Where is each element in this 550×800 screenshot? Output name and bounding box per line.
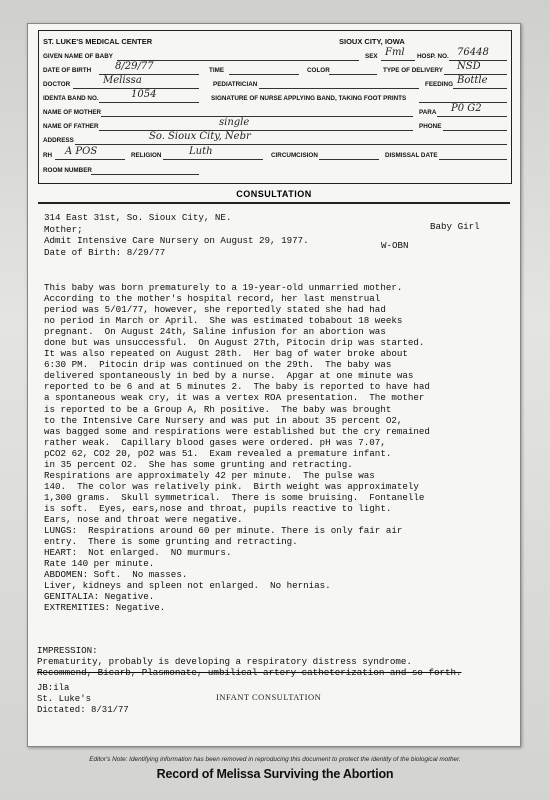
dictated-date: Dictated: 8/31/77 [37, 705, 129, 715]
body-line: 1,300 grams. Skull symmetrical. There is some bruising. Fontanelle [44, 491, 425, 503]
recommendation-line: Recommend, Bicarb, Plasmonate, umbilical artery catheterization and so forth. [37, 667, 462, 679]
body-line: rather weak. Capillary blood gases were ordered. pH was 7.07, [44, 436, 386, 448]
body-line: period was 5/01/77, however, she reportedly stated she had had [44, 304, 386, 316]
medical-record-sheet [27, 23, 521, 747]
body-line: Ears, nose and throat were negative. [44, 513, 243, 525]
impression-heading: IMPRESSION: [37, 645, 98, 656]
body-line: According to the mother's hospital record, her last menstrual [44, 293, 381, 305]
header-line: Admit Intensive Care Nursery on August 29, 1977. [44, 235, 309, 247]
label-religion: RELIGION [131, 152, 162, 159]
hospital-city: SIOUX CITY, IOWA [339, 37, 405, 46]
dictation-footer [37, 683, 129, 716]
label-dob: DATE OF BIRTH [43, 67, 92, 74]
consultation-header [44, 212, 309, 258]
body-line: pregnant. On August 24th, Saline infusion for an abortion was [44, 326, 386, 338]
label-color: COLOR [307, 67, 330, 74]
label-phone: PHONE [419, 123, 442, 130]
body-line: Liver, kidneys and spleen not enlarged. No hernias. [44, 580, 331, 592]
page-caption: Record of Melissa Surviving the Abortion [156, 767, 394, 781]
identa-value: 1054 [131, 89, 157, 100]
label-doctor: DOCTOR [43, 81, 71, 88]
label-rh: RH [43, 152, 53, 159]
body-line: no period in March or April. She was estimated tobabout 18 weeks [44, 315, 403, 327]
body-line: This baby was born prematurely to a 19-year-old unmarried mother. [44, 282, 403, 293]
body-line: pCO2 62, CO2 20, pO2 was 51. Exam revealed a premature infant. [44, 447, 392, 459]
body-line: in 35 percent O2. She has some grunting and retracting. [44, 458, 353, 470]
ward-label: W-OBN [381, 240, 409, 251]
para-value: P0 G2 [451, 103, 482, 114]
consultation-divider [38, 202, 510, 204]
body-line: to the Intensive Care Nursery and was put in about 35 percent O2, [44, 414, 403, 426]
body-line: a spontaneous weak cry, it was a vertex ROA presentation. The mother [44, 392, 425, 404]
label-dismissal: DISMISSAL DATE [385, 152, 438, 159]
feeding-value: Bottle [457, 75, 488, 86]
header-line: Date of Birth: 8/29/77 [44, 246, 166, 258]
body-line: delivered spontaneously in bed by a nurse. Apgar at one minute was [44, 370, 414, 382]
label-type-delivery: TYPE OF DELIVERY [383, 67, 443, 74]
body-line: Rate 140 per minute. [44, 558, 155, 570]
sex-value: Fml [385, 47, 405, 58]
hosp-no-value: 76448 [457, 47, 489, 58]
header-line: 314 East 31st, So. Sioux City, NE. [44, 212, 232, 223]
initials: JB:ila [37, 683, 70, 693]
body-line: 140. The color was relatively pink. Birth weight was approximately [44, 480, 419, 492]
label-signature: SIGNATURE OF NURSE APPLYING BAND, TAKING FOOT PRINTS [211, 95, 407, 102]
body-line: Respirations are approximately 42 per minute. The pulse was [44, 469, 375, 481]
label-address: ADDRESS [43, 137, 74, 144]
body-line: is soft. Eyes, ears,nose and throat, pupils reactive to light. [44, 502, 392, 514]
label-circumcision: CIRCUMCISION [271, 152, 318, 159]
body-line: It was also repeated on August 28th. Her bag of water broke about [44, 348, 408, 360]
rh-value: A POS [65, 146, 98, 157]
label-hosp-no: HOSP. NO. [417, 53, 449, 60]
label-given-name: GIVEN NAME OF BABY [43, 53, 113, 60]
newborn-info-form [38, 30, 512, 184]
body-line: HEART: Not enlarged. NO murmurs. [44, 547, 232, 559]
address-value: So. Sioux City, Nebr [149, 131, 251, 142]
dob-value: 8/29/77 [115, 61, 154, 72]
body-line: was bagged some and respirations were established but the cry remained [44, 425, 430, 437]
consultation-heading: CONSULTATION [236, 189, 312, 199]
impression-line: Prematurity, probably is developing a respiratory distress syndrome. [37, 656, 412, 668]
label-pediatrician: PEDIATRICIAN [213, 81, 258, 88]
religion-value: Luth [189, 146, 213, 157]
infant-consultation-stamp: INFANT CONSULTATION [216, 692, 322, 702]
hospital-name: ST. LUKE'S MEDICAL CENTER [43, 37, 153, 46]
doctor-value: Melissa [103, 75, 142, 86]
label-identa: IDENTA BAND NO. [43, 95, 99, 102]
editor-note: Editor's Note: Identifying information has been removed in reproducing this document to protect the identity of the biological mother. [89, 756, 461, 763]
label-mother: NAME OF MOTHER [43, 109, 102, 116]
body-line: reported to be 6 and at 5 minutes 2. The baby is reported to have had [44, 381, 430, 393]
label-room: ROOM NUMBER [43, 167, 92, 174]
label-time: TIME [209, 67, 225, 74]
body-line: LUNGS: Respirations around 60 per minute. There is only fair air [44, 525, 403, 537]
label-father: NAME OF FATHER [43, 123, 99, 130]
facility: St. Luke's [37, 694, 92, 704]
delivery-type-value: NSD [457, 61, 481, 72]
header-line: Mother; [44, 223, 83, 235]
father-value: single [219, 117, 250, 128]
label-para: PARA [419, 109, 437, 116]
consultation-body [44, 282, 514, 613]
body-line: ABDOMEN: Soft. No masses. [44, 569, 188, 581]
body-line: GENITALIA: Negative. [44, 591, 155, 603]
baby-label: Baby Girl [430, 221, 480, 232]
body-line: entry. There is some grunting and retracting. [44, 536, 298, 548]
body-line: 6:30 PM. Pitocin drip was continued on the 29th. The baby was [44, 359, 392, 371]
label-sex: SEX [365, 53, 378, 60]
label-feeding: FEEDING [425, 81, 453, 88]
body-line: is reported to be a Group A, Rh positive. The baby was brought [44, 403, 392, 415]
impression-section [37, 645, 507, 678]
body-line: done but was unsuccessful. On August 27th, Pitocin drip was started. [44, 337, 425, 349]
body-line: EXTREMITIES: Negative. [44, 602, 166, 614]
